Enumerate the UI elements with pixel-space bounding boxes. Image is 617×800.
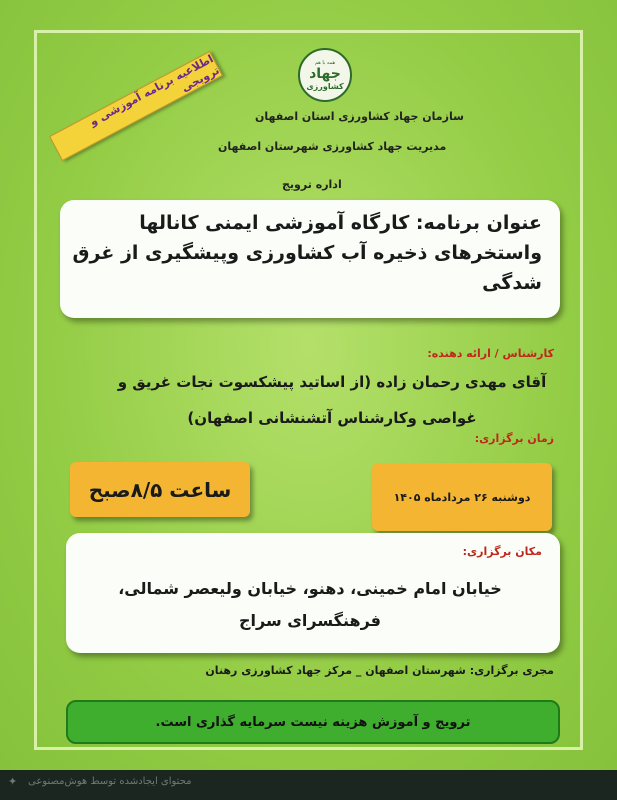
organizer-line: مجری برگزاری: شهرستان اصفهان _ مرکز جهاد کشاورزی رهنان xyxy=(205,664,554,677)
date-badge: دوشنبه ۲۶ مردادماه ۱۴۰۵ xyxy=(372,463,552,531)
program-title-card xyxy=(60,200,560,318)
hour-badge: ساعت ۸/۵صبح xyxy=(70,462,250,517)
logo-top-text: همه با هم xyxy=(314,59,336,66)
expert-name: آقای مهدی رحمان زاده (از اساتید پیشکسوت نجات غریق و غواصی وکارشناس آتشنشانی اصفهان) xyxy=(117,373,547,427)
expert-label: کارشناس / ارائه دهنده: xyxy=(427,347,554,360)
announcement-badge: اطلاعیه برنامه آموزشی و ترویجی xyxy=(49,51,223,161)
sparkle-icon: ✦ xyxy=(8,775,18,788)
org-line-province: سازمان جهاد کشاورزی استان اصفهان xyxy=(255,110,464,123)
time-label: زمان برگزاری: xyxy=(474,432,554,445)
logo-sub-text: کشاورزی xyxy=(306,81,344,91)
jahad-logo-icon xyxy=(298,48,352,102)
place-card xyxy=(66,533,560,653)
org-line-county: مدیریت جهاد کشاورزی شهرستان اصفهان xyxy=(218,140,447,153)
place-label: مکان برگزاری: xyxy=(462,545,542,558)
ai-credit-text: محتوای ایجادشده توسط هوش‌مصنوعی xyxy=(28,776,192,787)
slogan-banner: ترویج و آموزش هزینه نیست سرمایه گذاری است. xyxy=(66,700,560,744)
program-title: عنوان برنامه: کارگاه آموزشی ایمنی کانالها واستخرهای ذخیره آب کشاورزی وپیشگیری از غرق شدگی xyxy=(72,212,542,294)
footer-bar xyxy=(0,770,617,800)
org-line-office: اداره ترویج xyxy=(282,178,342,191)
logo-main-text: جهاد xyxy=(309,65,341,82)
place-address: خیابان امام خمینی، دهنو، خیابان ولیعصر شمالی، فرهنگسرای سراج xyxy=(118,579,502,630)
